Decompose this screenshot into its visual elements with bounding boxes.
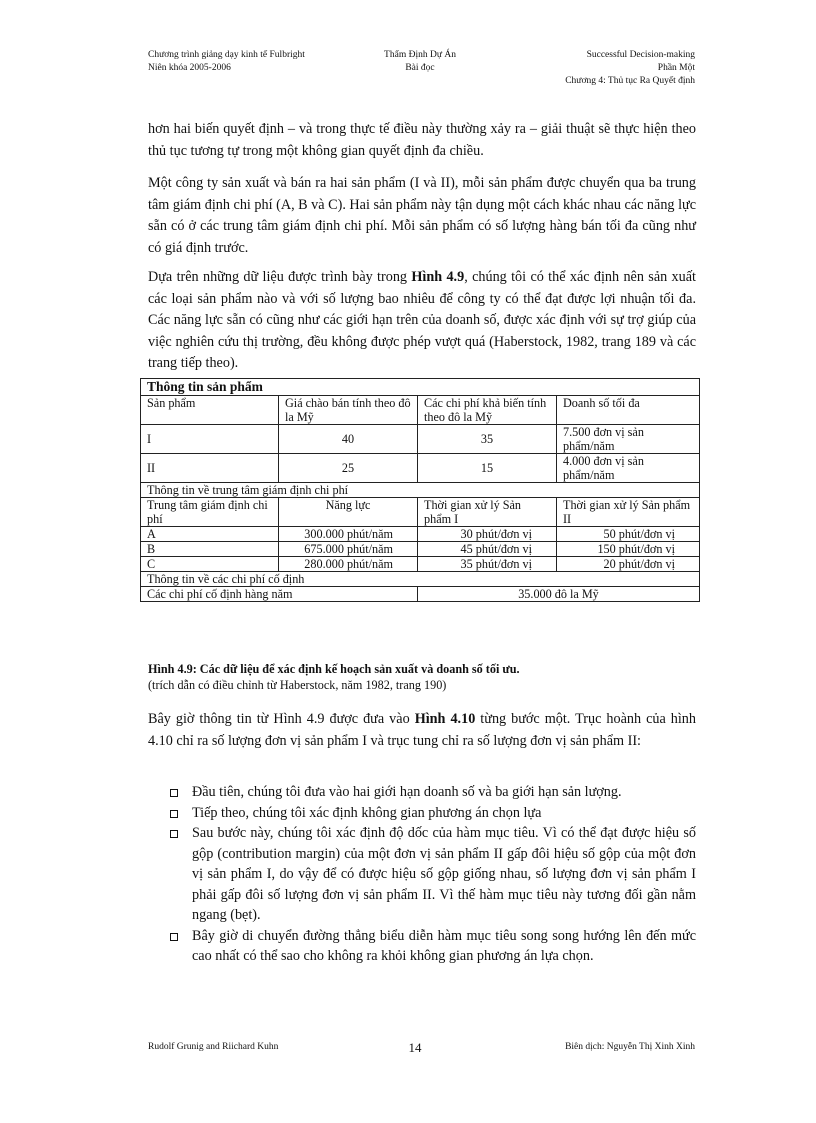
paragraph-3 [148,267,696,375]
product-info-section-row [141,379,700,396]
figure-caption-title: Hình 4.9: Các dữ liệu để xác định kế hoạch sản xuất và doanh số tối ưu. [148,662,520,676]
cell-capacity: 675.000 phút/năm [279,542,418,557]
cell-time-product-2: 20 phút/đơn vị [557,557,700,572]
list-item [170,782,696,803]
product-header-row [141,396,700,425]
header-center [350,49,490,75]
checkbox-bullet-icon [170,830,178,838]
paragraph-4-text-start: Bây giờ thông tin từ Hình 4.9 được đưa vào [148,711,415,727]
cell-product: I [141,425,279,454]
list-item [170,803,696,824]
program-name: Chương trình giảng dạy kinh tế Fulbright [148,50,305,60]
list-item-text: Tiếp theo, chúng tôi xác định không gian phương án chọn lựa [192,804,542,821]
header-right [565,49,695,88]
cell-variable-cost: 15 [418,454,557,483]
list-item [170,823,696,926]
table-row [141,425,700,454]
cell-capacity: 280.000 phút/năm [279,557,418,572]
table-row [141,454,700,483]
fixed-cost-title: Thông tin về các chi phí cố định [141,572,700,587]
course-name: Thẩm Định Dự Án [384,50,456,60]
chapter-title: Chương 4: Thủ tục Ra Quyết định [565,76,695,86]
table-row [141,557,700,572]
cell-variable-cost: 35 [418,425,557,454]
checkbox-bullet-icon [170,810,178,818]
header-capacity: Năng lực [279,498,418,527]
checkbox-bullet-icon [170,789,178,797]
book-title: Successful Decision-making [586,50,695,60]
cell-max-sales: 7.500 đơn vị sản phẩm/năm [557,425,700,454]
paragraph-4 [148,709,696,752]
table-row [141,527,700,542]
cell-time-product-2: 150 phút/đơn vị [557,542,700,557]
header-left [148,49,305,75]
fixed-cost-row [141,587,700,602]
figure-4-9-table [140,378,700,602]
cost-center-title: Thông tin về trung tâm giám định chi phí [141,483,700,498]
figure-caption [148,661,520,693]
paragraph-3-text-end: , chúng tôi có thể xác định nên sản xuất các loại sản phẩm nào và với số lượng bao nhiêu để công ty có thể đạt được lợi nhuận tối đa. Các năng lực sẵn có cũng như các giới hạn trên của doanh số, được xác định với sự trợ giúp của việc nghiên cứu thị trường, đều không được phép vượt quá (Haberstock, 1982, trang 189 và các trang tiếp theo). [148,269,696,371]
header-variable-cost: Các chi phí khả biến tính theo đô la Mỹ [418,396,557,425]
figure-caption-source: (trích dẫn có điều chỉnh từ Haberstock, năm 1982, trang 190) [148,678,447,692]
page-number: 14 [408,1040,422,1055]
cell-product: II [141,454,279,483]
figure-4-10-reference: Hình 4.10 [414,711,476,727]
header-product: Sản phẩm [141,396,279,425]
header-price: Giá chào bán tính theo đô la Mỹ [279,396,418,425]
product-info-title: Thông tin sản phẩm [141,379,700,396]
list-item-text: Bây giờ di chuyển đường thẳng biểu diễn hàm mục tiêu song song hướng lên đến mức cao nhất có thể sao cho không ra khỏi không gian phương án lựa chọn. [192,927,696,964]
figure-4-9-reference: Hình 4.9 [411,269,465,285]
cost-center-section-row [141,483,700,498]
book-part: Phần Một [657,63,695,73]
cell-max-sales: 4.000 đơn vị sản phẩm/năm [557,454,700,483]
cell-price: 40 [279,425,418,454]
fixed-cost-value: 35.000 đô la Mỹ [418,587,700,602]
paragraph-1: hơn hai biến quyết định – và trong thực tế điều này thường xảy ra – giải thuật sẽ thực hiện theo thủ tục tương tự trong một không gian quyết định đa chiều. [148,121,696,159]
list-item-text: Sau bước này, chúng tôi xác định độ dốc của hàm mục tiêu. Vì có thể đạt được hiệu số gộp (contribution margin) của một đơn vị sản phẩm II gấp đôi hiệu số gộp của một đơn vị sản phẩm I, do vậy để có được hiệu số gộp giống nhau, số lượng đơn vị sản phẩm I phải gấp đôi số lượng đơn vị sản phẩm II. Vì thế hàm mục tiêu này tương đối gần nằm ngang (bẹt). [192,825,696,923]
cell-center: A [141,527,279,542]
header-max-sales: Doanh số tối đa [557,396,700,425]
fixed-cost-section-row [141,572,700,587]
paragraph-3-text-start: Dựa trên những dữ liệu được trình bày trong [148,269,412,285]
cell-price: 25 [279,454,418,483]
fixed-cost-label: Các chi phí cố định hàng năm [141,587,418,602]
step-list [170,782,696,967]
header-time-product-2: Thời gian xử lý Sản phẩm II [557,498,700,527]
cell-time-product-1: 45 phút/đơn vị [418,542,557,557]
paragraph-2: Một công ty sản xuất và bán ra hai sản phẩm (I và II), mỗi sản phẩm được chuyển qua ba trung tâm giám định chi phí (A, B và C). Hai sản phẩm này tận dụng một cách khác nhau các năng lực sẵn có ở các trung tâm giám định chi phí. Mỗi sản phẩm có số lượng hàng bán tối đa cũng như có giá định trước. [148,175,696,256]
cell-time-product-1: 35 phút/đơn vị [418,557,557,572]
list-item [170,926,696,967]
academic-year: Niên khóa 2005-2006 [148,63,231,73]
cost-center-header-row [141,498,700,527]
footer-authors: Rudolf Grunig and Riichard Kuhn [148,1042,279,1052]
cell-capacity: 300.000 phút/năm [279,527,418,542]
cell-center: C [141,557,279,572]
cell-time-product-2: 50 phút/đơn vị [557,527,700,542]
table-row [141,542,700,557]
header-time-product-1: Thời gian xử lý Sản phẩm I [418,498,557,527]
cell-center: B [141,542,279,557]
document-type: Bài đọc [405,63,435,73]
list-item-text: Đầu tiên, chúng tôi đưa vào hai giới hạn doanh số và ba giới hạn sản lượng. [192,784,622,800]
footer-translator: Biên dịch: Nguyễn Thị Xinh Xinh [565,1042,695,1052]
header-cost-center: Trung tâm giám định chi phí [141,498,279,527]
checkbox-bullet-icon [170,933,178,941]
cell-time-product-1: 30 phút/đơn vị [418,527,557,542]
paragraph-4-text-end: từng bước một. Trục hoành của hình 4.10 chỉ ra số lượng đơn vị sản phẩm I và trục tung chỉ ra số lượng đơn vị sản phẩm II: [148,711,696,749]
